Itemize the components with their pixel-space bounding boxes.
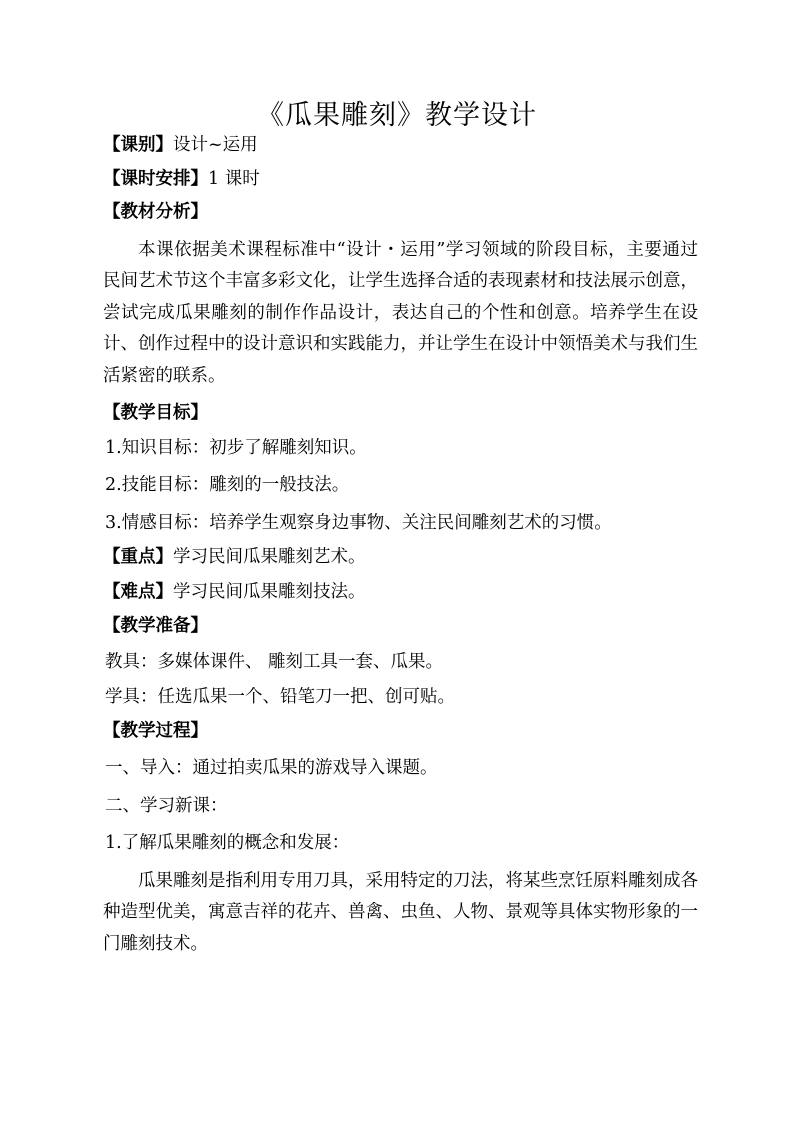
difficulty-line: [103, 577, 698, 609]
analysis-text: 本课依据美术课程标准中“设计・运用”学习领域的阶段目标，主要通过民间艺术节这个丰富多彩文化，让学生选择合适的表现素材和技法展示创意，尝试完成瓜果雕刻的制作作品设计，表达自己的个性和创意。培养学生在设计、创作过程中的设计意识和实践能力，并让学生在设计中领悟美术与我们生活紧密的联系。: [103, 239, 698, 386]
hours-label: 【课时安排】: [103, 168, 208, 189]
prep-teacher: 教具：多媒体课件、 雕刻工具一套、瓜果。: [105, 651, 444, 672]
goal-item-1: 1.知识目标：初步了解雕刻知识。: [105, 437, 367, 458]
category-value: 设计~运用: [173, 135, 258, 155]
key-point-label: 【重点】: [103, 547, 173, 567]
document-body: [103, 130, 698, 960]
prep-student: 学具：任选瓜果一个、铅笔刀一把、创可贴。: [105, 687, 455, 707]
prep-heading: 【教学准备】: [103, 616, 208, 636]
key-point-line: [103, 542, 698, 574]
hours-value: 1 课时: [208, 168, 260, 189]
key-point-value: 学习民间瓜果雕刻艺术。: [173, 547, 366, 567]
process-text: 瓜果雕刻是指利用专用刀具，采用特定的刀法，将某些烹饪原料雕刻成各种造型优美，寓意吉祥的花卉、兽禽、虫鱼、人物、景观等具体实物形象的一门雕刻技术。: [103, 870, 698, 954]
document-title: 《瓜果雕刻》教学设计: [257, 100, 537, 131]
goal-item-2: 2.技能目标：雕刻的一般技法。: [105, 475, 350, 495]
difficulty-label: 【难点】: [103, 581, 173, 602]
process-step-2: 二、学习新课：: [105, 795, 228, 816]
process-step-1: 一、导入：通过拍卖瓜果的游戏导入课题。: [105, 758, 438, 778]
process-heading: 【教学过程】: [103, 720, 208, 741]
process-sub-1: 1.了解瓜果雕刻的概念和发展：: [105, 833, 350, 853]
analysis-heading: 【教材分析】: [103, 202, 208, 222]
category-label: 【课别】: [103, 135, 173, 155]
goals-heading: 【教学目标】: [103, 403, 208, 423]
goal-item-3: 3.情感目标：培养学生观察身边事物、关注民间雕刻艺术的习惯。: [105, 512, 612, 533]
difficulty-value: 学习民间瓜果雕刻技法。: [173, 581, 366, 602]
category-line: [103, 130, 698, 162]
hours-line: [103, 164, 698, 196]
